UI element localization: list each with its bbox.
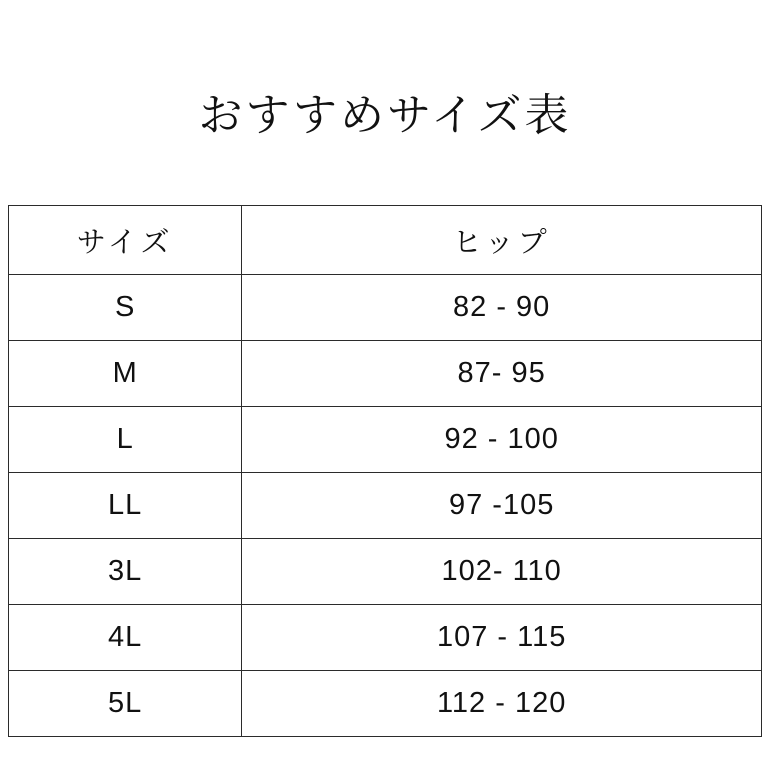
table-row — [9, 275, 762, 341]
cell-size: 5L — [9, 671, 242, 737]
table-row — [9, 539, 762, 605]
cell-hip: 97 -105 — [242, 473, 762, 539]
cell-size: 4L — [9, 605, 242, 671]
cell-hip: 102- 110 — [242, 539, 762, 605]
size-table — [8, 205, 762, 737]
page-title: おすすめサイズ表 — [198, 91, 572, 140]
cell-size: L — [9, 407, 242, 473]
table-row — [9, 341, 762, 407]
cell-hip: 87- 95 — [242, 341, 762, 407]
cell-size: S — [9, 275, 242, 341]
table-row — [9, 407, 762, 473]
cell-size: 3L — [9, 539, 242, 605]
cell-size: LL — [9, 473, 242, 539]
cell-size: M — [9, 341, 242, 407]
cell-hip: 107 - 115 — [242, 605, 762, 671]
column-header-hip: ヒップ — [242, 206, 762, 275]
table-row — [9, 605, 762, 671]
cell-hip: 92 - 100 — [242, 407, 762, 473]
cell-hip: 112 - 120 — [242, 671, 762, 737]
column-header-size: サイズ — [9, 206, 242, 275]
table-row — [9, 671, 762, 737]
table-row — [9, 473, 762, 539]
cell-hip: 82 - 90 — [242, 275, 762, 341]
table-header-row — [9, 206, 762, 275]
